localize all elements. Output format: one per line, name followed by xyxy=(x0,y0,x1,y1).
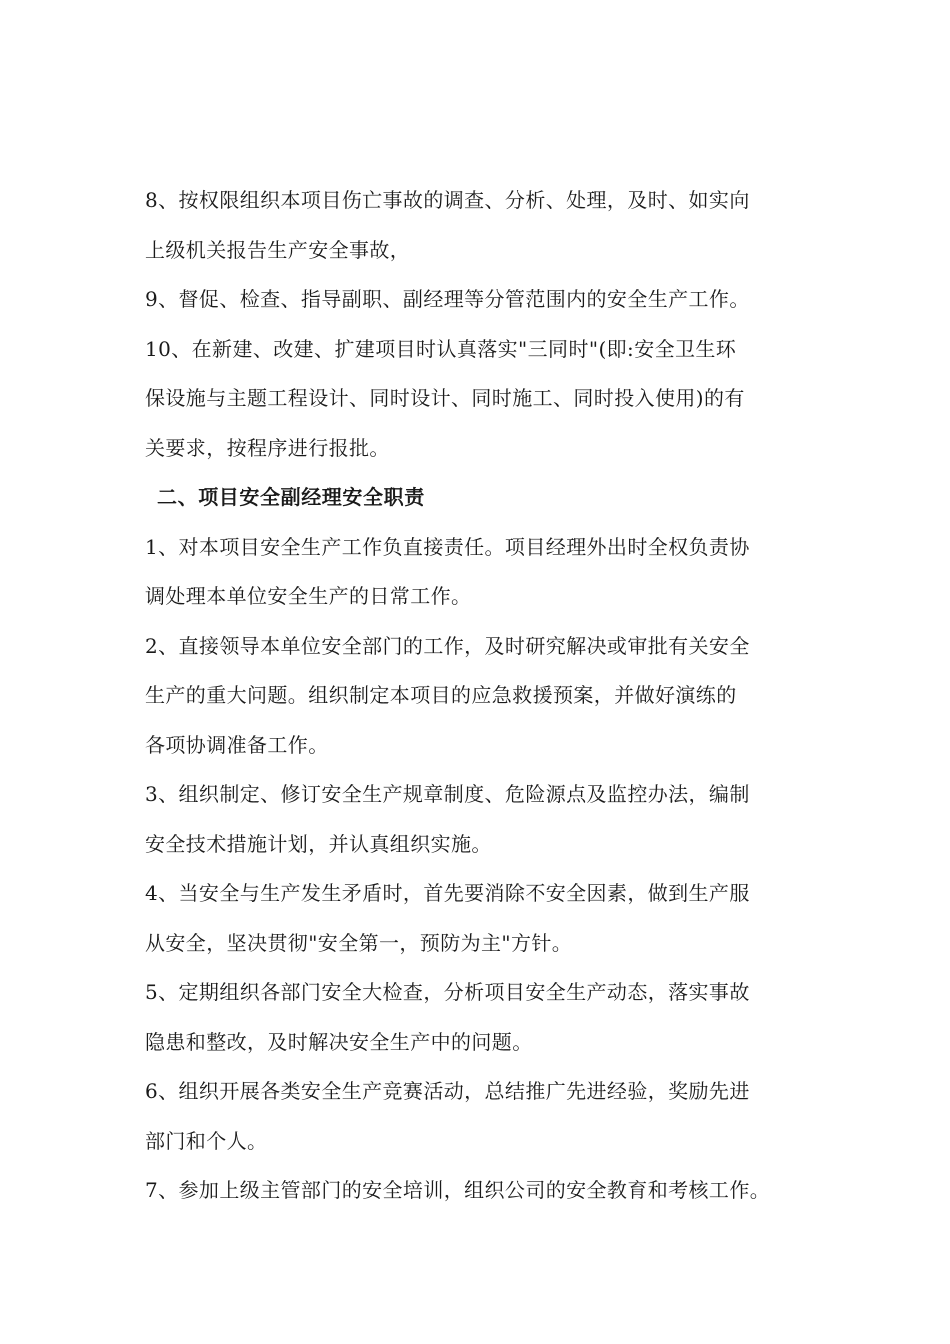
text-line: 2、直接领导本单位安全部门的工作，及时研究解决或审批有关安全 xyxy=(145,633,750,658)
text-line: 1、对本项目安全生产工作负直接责任。项目经理外出时全权负责协 xyxy=(145,534,750,559)
text-line: 生产的重大问题。组织制定本项目的应急救援预案，并做好演练的 xyxy=(145,683,737,707)
text-line: 各项协调准备工作。 xyxy=(145,732,329,757)
text-line: 隐患和整改，及时解决安全生产中的问题。 xyxy=(145,1029,533,1054)
text-line: 安全技术措施计划，并认真组织实施。 xyxy=(145,831,492,856)
text-line: 保设施与主题工程设计、同时设计、同时施工、同时投入使用)的有 xyxy=(145,386,745,410)
text-line: 6、组织开展各类安全生产竞赛活动，总结推广先进经验，奖励先进 xyxy=(145,1079,750,1103)
text-line: 3、组织制定、修订安全生产规章制度、危险源点及监控办法，编制 xyxy=(145,782,750,806)
text-line: 7、参加上级主管部门的安全培训，组织公司的安全教育和考核工作。 xyxy=(145,1178,771,1202)
text-line: 8、按权限组织本项目伤亡事故的调查、分析、处理，及时、如实向 xyxy=(145,188,750,212)
text-line: 5、定期组织各部门安全大检查，分析项目安全生产动态，落实事故 xyxy=(145,980,750,1004)
text-line: 关要求，按程序进行报批。 xyxy=(145,435,390,460)
text-line: 从安全，坚决贯彻"安全第一，预防为主"方针。 xyxy=(145,930,573,955)
text-line: 部门和个人。 xyxy=(145,1128,268,1153)
text-line: 4、当安全与生产发生矛盾时，首先要消除不安全因素，做到生产服 xyxy=(145,881,750,905)
text-line: 调处理本单位安全生产的日常工作。 xyxy=(145,584,472,608)
text-line: 上级机关报告生产安全事故， xyxy=(145,237,411,262)
text-line: 10、在新建、改建、扩建项目时认真落实"三同时"(即:安全卫生环 xyxy=(145,336,737,361)
document-body xyxy=(145,176,825,1216)
text-line: 9、督促、检查、指导副职、副经理等分管范围内的安全生产工作。 xyxy=(145,287,750,311)
section-heading: 二、项目安全副经理安全职责 xyxy=(157,485,425,509)
